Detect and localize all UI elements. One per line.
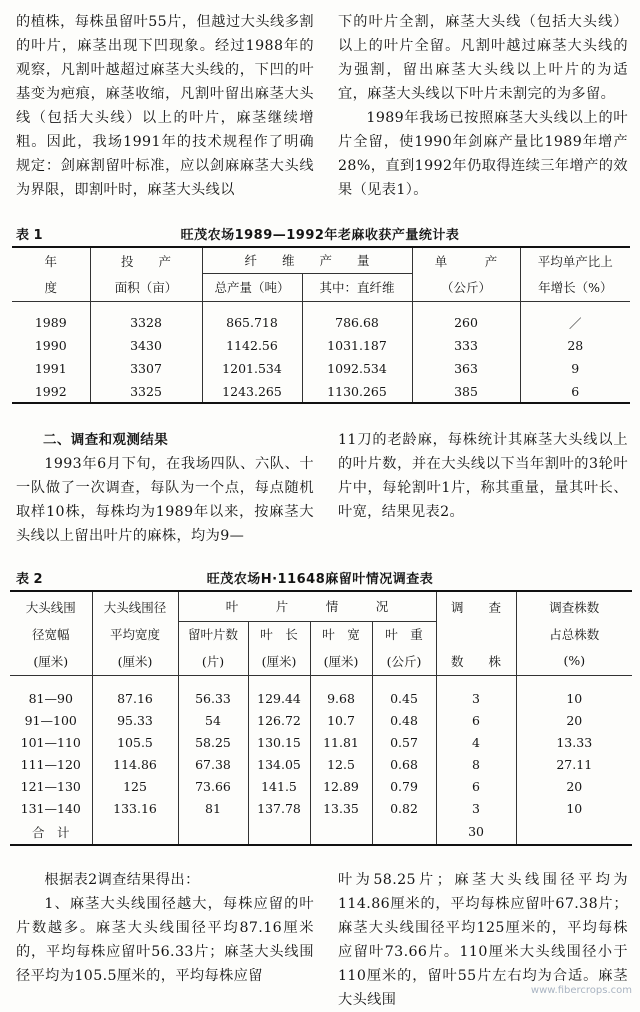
table-row	[10, 709, 632, 731]
count-cell: 56.33	[178, 687, 248, 709]
pct-cell: 10	[566, 690, 583, 706]
table-total-row	[10, 819, 632, 845]
table2-header-count: 留叶片数	[178, 621, 248, 647]
body-paragraph: 下的叶片全割，麻茎大头线（包括大头线）以上的叶片全留。凡割叶越过麻茎大头线的为强割，留出麻茎大头线以上叶片的为适宜，麻茎大头线以下叶片未割完的为多留。	[338, 14, 628, 102]
straight-cell: 1130.265	[302, 380, 412, 403]
table1-header-year: 年	[12, 247, 90, 273]
width-cell: 10.7	[310, 709, 372, 731]
table1-header-unit: （公斤）	[412, 273, 520, 301]
count-cell: 54	[178, 709, 248, 731]
section-heading: 二、调查和观测结果	[43, 432, 169, 448]
width-cell: 9.68	[310, 687, 372, 709]
length-cell: 134.05	[248, 753, 310, 775]
range-cell: 131—140	[10, 797, 92, 819]
range-cell: 91—100	[10, 709, 92, 731]
table1-header-area: 面积（亩）	[90, 273, 202, 301]
avg-cell: 125	[92, 775, 178, 797]
table1-header-growth: 年增长（%）	[520, 273, 630, 301]
total-cell: 1243.265	[202, 380, 302, 403]
length-cell: 129.44	[248, 687, 310, 709]
table1-label: 表 1	[16, 228, 43, 243]
avg-cell: 114.86	[92, 753, 178, 775]
count-cell: 67.38	[178, 753, 248, 775]
table2-header-avg: (厘米)	[92, 647, 178, 675]
table2-header-range: (厘米)	[10, 647, 92, 675]
table-row	[10, 775, 632, 797]
width-cell: 11.81	[310, 731, 372, 753]
total-label: 合 计	[10, 819, 92, 845]
table-row	[12, 357, 630, 380]
range-cell: 101—110	[10, 731, 92, 753]
table2-header-width: (厘米)	[310, 647, 372, 675]
total-plants-cell: 30	[436, 819, 516, 845]
area-cell: 3430	[90, 334, 202, 357]
table2-header-count: (片)	[178, 647, 248, 675]
table2-header-width: 叶 宽	[310, 621, 372, 647]
body-paragraph: 根据表2调查结果得出：	[44, 872, 200, 888]
table-row	[12, 334, 630, 357]
growth-cell: ／	[569, 315, 582, 331]
body-paragraph: 的植株，每株虽留叶55片，但越过大头线多割的叶片，麻茎出现下凹现象。经过1988年的观察，凡割叶越超过麻茎大头线的，下凹的叶基变为疤痕，麻茎收缩，凡割叶留出麻茎大头线（包括大头线）以上的叶片，麻茎继续增粗。因此，我场1991年的技术规程作了明确规定：剑麻割留叶标准，应以剑麻麻茎大头线为界限，即割叶时，麻茎大头线以	[16, 14, 314, 198]
table2-header-avg: 平均宽度	[92, 621, 178, 647]
weight-cell: 0.48	[372, 709, 436, 731]
year-cell: 1989	[12, 311, 90, 334]
table-row	[10, 753, 632, 775]
width-cell: 13.35	[310, 797, 372, 819]
table1-title: 旺茂农场1989—1992年老麻收获产量统计表	[180, 228, 460, 243]
plants-cell: 6	[436, 775, 516, 797]
text-column-mid-right	[338, 428, 628, 524]
body-paragraph: 1989年我场已按照麻茎大头线以上的叶片全留，使1990年剑麻产量比1989年增产28%，直到1992年仍取得连续三年增产的效果（见表1）。	[338, 110, 628, 198]
unit-cell: 333	[412, 334, 520, 357]
table2-header-survey: 调 查	[436, 591, 516, 621]
table2-label: 表 2	[16, 572, 43, 587]
area-cell: 3307	[90, 357, 202, 380]
table1-header-fiber: 纤 维 产 量	[202, 247, 412, 273]
weight-cell: 0.79	[372, 775, 436, 797]
range-cell: 111—120	[10, 753, 92, 775]
weight-cell: 0.82	[372, 797, 436, 819]
table2-header-weight: (公斤)	[372, 647, 436, 675]
year-cell: 1990	[12, 334, 90, 357]
table2-header-avg: 大头线围径	[92, 591, 178, 621]
unit-cell: 363	[412, 357, 520, 380]
text-column-top-left	[16, 10, 314, 202]
table-row	[12, 380, 630, 403]
area-cell: 3325	[90, 380, 202, 403]
table1-header-straight: 其中：直纤维	[302, 273, 412, 301]
width-cell: 12.5	[310, 753, 372, 775]
count-cell: 81	[178, 797, 248, 819]
count-cell: 58.25	[178, 731, 248, 753]
plants-cell: 6	[436, 709, 516, 731]
text-column-bottom-left	[16, 868, 314, 988]
plants-cell: 3	[436, 687, 516, 709]
range-cell: 81—90	[10, 687, 92, 709]
table2-header-range: 大头线围	[10, 591, 92, 621]
table1-header-year: 度	[12, 273, 90, 301]
watermark: www.fibercrops.com	[530, 985, 632, 996]
table2-header-range: 径宽幅	[10, 621, 92, 647]
weight-cell: 0.57	[372, 731, 436, 753]
table2-header-length: 叶 长	[248, 621, 310, 647]
table1-header-unit: 单 产	[412, 247, 520, 273]
growth-cell: 28	[567, 338, 584, 353]
table2-header-share: 占总株数	[549, 627, 600, 642]
table2-header-leaf: 叶 片 情 况	[178, 591, 436, 621]
growth-cell: 6	[571, 383, 580, 399]
plants-cell: 8	[436, 753, 516, 775]
avg-cell: 87.16	[92, 687, 178, 709]
text-column-mid-left	[16, 428, 314, 548]
table2-header-survey: 数 株	[436, 647, 516, 675]
length-cell: 137.78	[248, 797, 310, 819]
plants-cell: 3	[436, 797, 516, 819]
area-cell: 3328	[90, 311, 202, 334]
table-row	[10, 797, 632, 819]
weight-cell: 0.68	[372, 753, 436, 775]
range-cell: 121—130	[10, 775, 92, 797]
pct-cell: 27.11	[556, 756, 593, 772]
table1-header-total: 总产量（吨）	[202, 273, 302, 301]
pct-cell: 20	[566, 778, 583, 794]
avg-cell: 105.5	[92, 731, 178, 753]
total-cell: 1201.534	[202, 357, 302, 380]
body-paragraph: 叶为58.25片；麻茎大头线围径平均为114.86厘米的，平均每株应留叶67.38片；麻茎大头线围径平均125厘米的，平均每株应留叶73.66片。110厘米大头线围径小于110厘米的，留叶55片左右均为合适。麻茎大头线围	[338, 872, 628, 1008]
text-column-top-right	[338, 10, 628, 202]
body-paragraph: 1、麻茎大头线围径越大，每株应留的叶片数越多。麻茎大头线围径平均87.16厘米的，平均每株应留叶56.33片；麻茎大头线围径平均为105.5厘米的，平均每株应留	[16, 896, 314, 984]
straight-cell: 1092.534	[302, 357, 412, 380]
table1	[12, 246, 630, 404]
straight-cell: 1031.187	[302, 334, 412, 357]
table2-title: 旺茂农场H·11648麻留叶情况调查表	[206, 572, 434, 587]
table2	[10, 590, 632, 846]
avg-cell: 133.16	[92, 797, 178, 819]
body-paragraph: 1993年6月下旬，在我场四队、六队、十一队做了一次调查，每队为一个点，每点随机取样10株，每株均为1989年以来，按麻茎大头线以上留出叶片的麻株，均为9—	[16, 456, 314, 544]
pct-cell: 20	[566, 712, 583, 728]
straight-cell: 786.68	[302, 311, 412, 334]
year-cell: 1991	[12, 357, 90, 380]
table-row	[10, 687, 632, 709]
pct-cell: 10	[566, 800, 583, 816]
length-cell: 141.5	[248, 775, 310, 797]
width-cell: 12.89	[310, 775, 372, 797]
unit-cell: 385	[412, 380, 520, 403]
body-paragraph: 11刀的老龄麻，每株统计其麻茎大头线以上的叶片数，并在大头线以下当年割叶的3轮叶片中，每轮割叶1片，称其重量，量其叶长、叶宽，结果见表2。	[338, 432, 628, 520]
total-cell: 865.718	[202, 311, 302, 334]
table1-header-growth: 平均单产比上	[537, 253, 613, 269]
table2-header-share: (%)	[516, 647, 632, 675]
count-cell: 73.66	[178, 775, 248, 797]
avg-cell: 95.33	[92, 709, 178, 731]
table2-header-weight: 叶 重	[372, 621, 436, 647]
year-cell: 1992	[12, 380, 90, 403]
growth-cell: 9	[571, 361, 580, 376]
length-cell: 130.15	[248, 731, 310, 753]
table2-header-share: 调查株数	[549, 599, 600, 615]
pct-cell: 13.33	[556, 734, 593, 750]
table-row	[12, 311, 630, 334]
total-cell: 1142.56	[202, 334, 302, 357]
weight-cell: 0.45	[372, 687, 436, 709]
plants-cell: 4	[436, 731, 516, 753]
table2-header-length: (厘米)	[248, 647, 310, 675]
length-cell: 126.72	[248, 709, 310, 731]
unit-cell: 260	[412, 311, 520, 334]
table1-header-area: 投 产	[90, 247, 202, 273]
table-row	[10, 731, 632, 753]
